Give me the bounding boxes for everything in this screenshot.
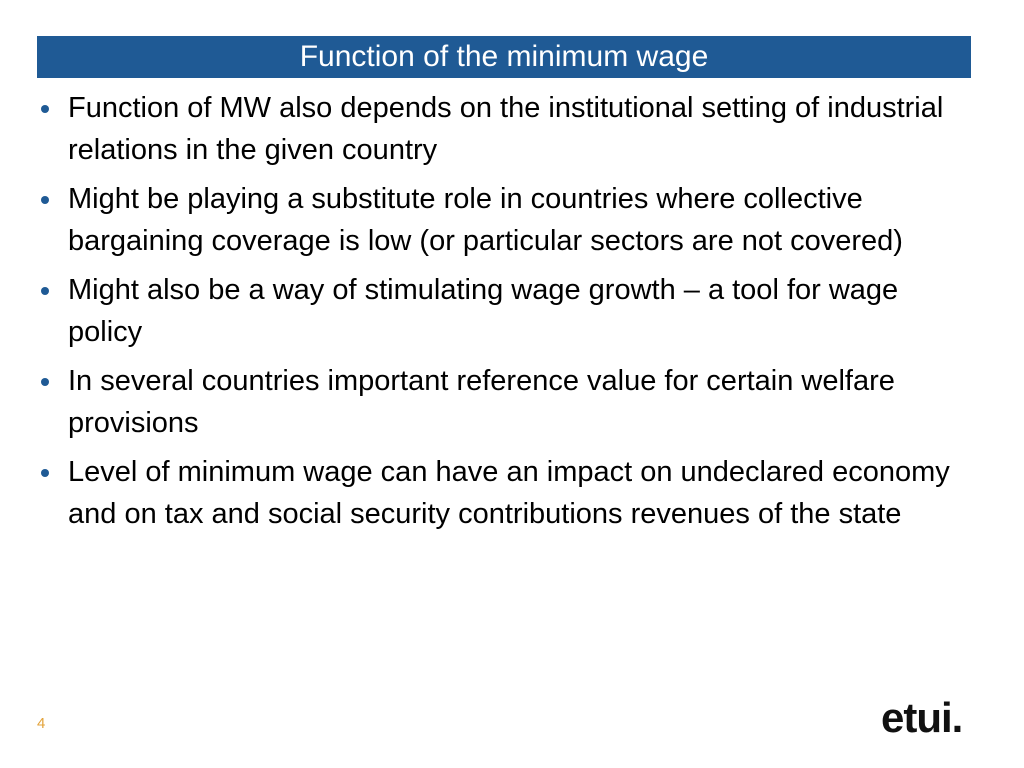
etui-logo: etui. [881, 694, 963, 741]
bullet-text: Function of MW also depends on the institutional setting of industrial relations in the given country [68, 92, 944, 166]
page-number: 4 [37, 715, 46, 732]
bullet-text: Might also be a way of stimulating wage growth – a tool for wage policy [68, 274, 899, 348]
bullet-text: Level of minimum wage can have an impact on undeclared economy and on tax and social security contributions revenues of the state [68, 456, 950, 530]
bullet-item [68, 179, 973, 262]
bullet-dot-icon [41, 105, 49, 113]
slide-title: Function of the minimum wage [299, 40, 709, 73]
bullet-dot-icon [41, 469, 49, 477]
bullet-dot-icon [41, 196, 49, 204]
bullet-text: Might be playing a substitute role in countries where collective bargaining coverage is low (or particular sectors are not covered) [68, 183, 903, 257]
bullet-dot-icon [41, 287, 49, 295]
bullet-dot-icon [41, 378, 49, 386]
bullet-item [68, 88, 973, 171]
bullet-list [68, 88, 973, 543]
bullet-item [68, 361, 973, 444]
bullet-item [68, 270, 973, 353]
title-bar [37, 36, 971, 78]
bullet-item [68, 452, 973, 535]
bullet-text: In several countries important reference value for certain welfare provisions [68, 365, 895, 439]
